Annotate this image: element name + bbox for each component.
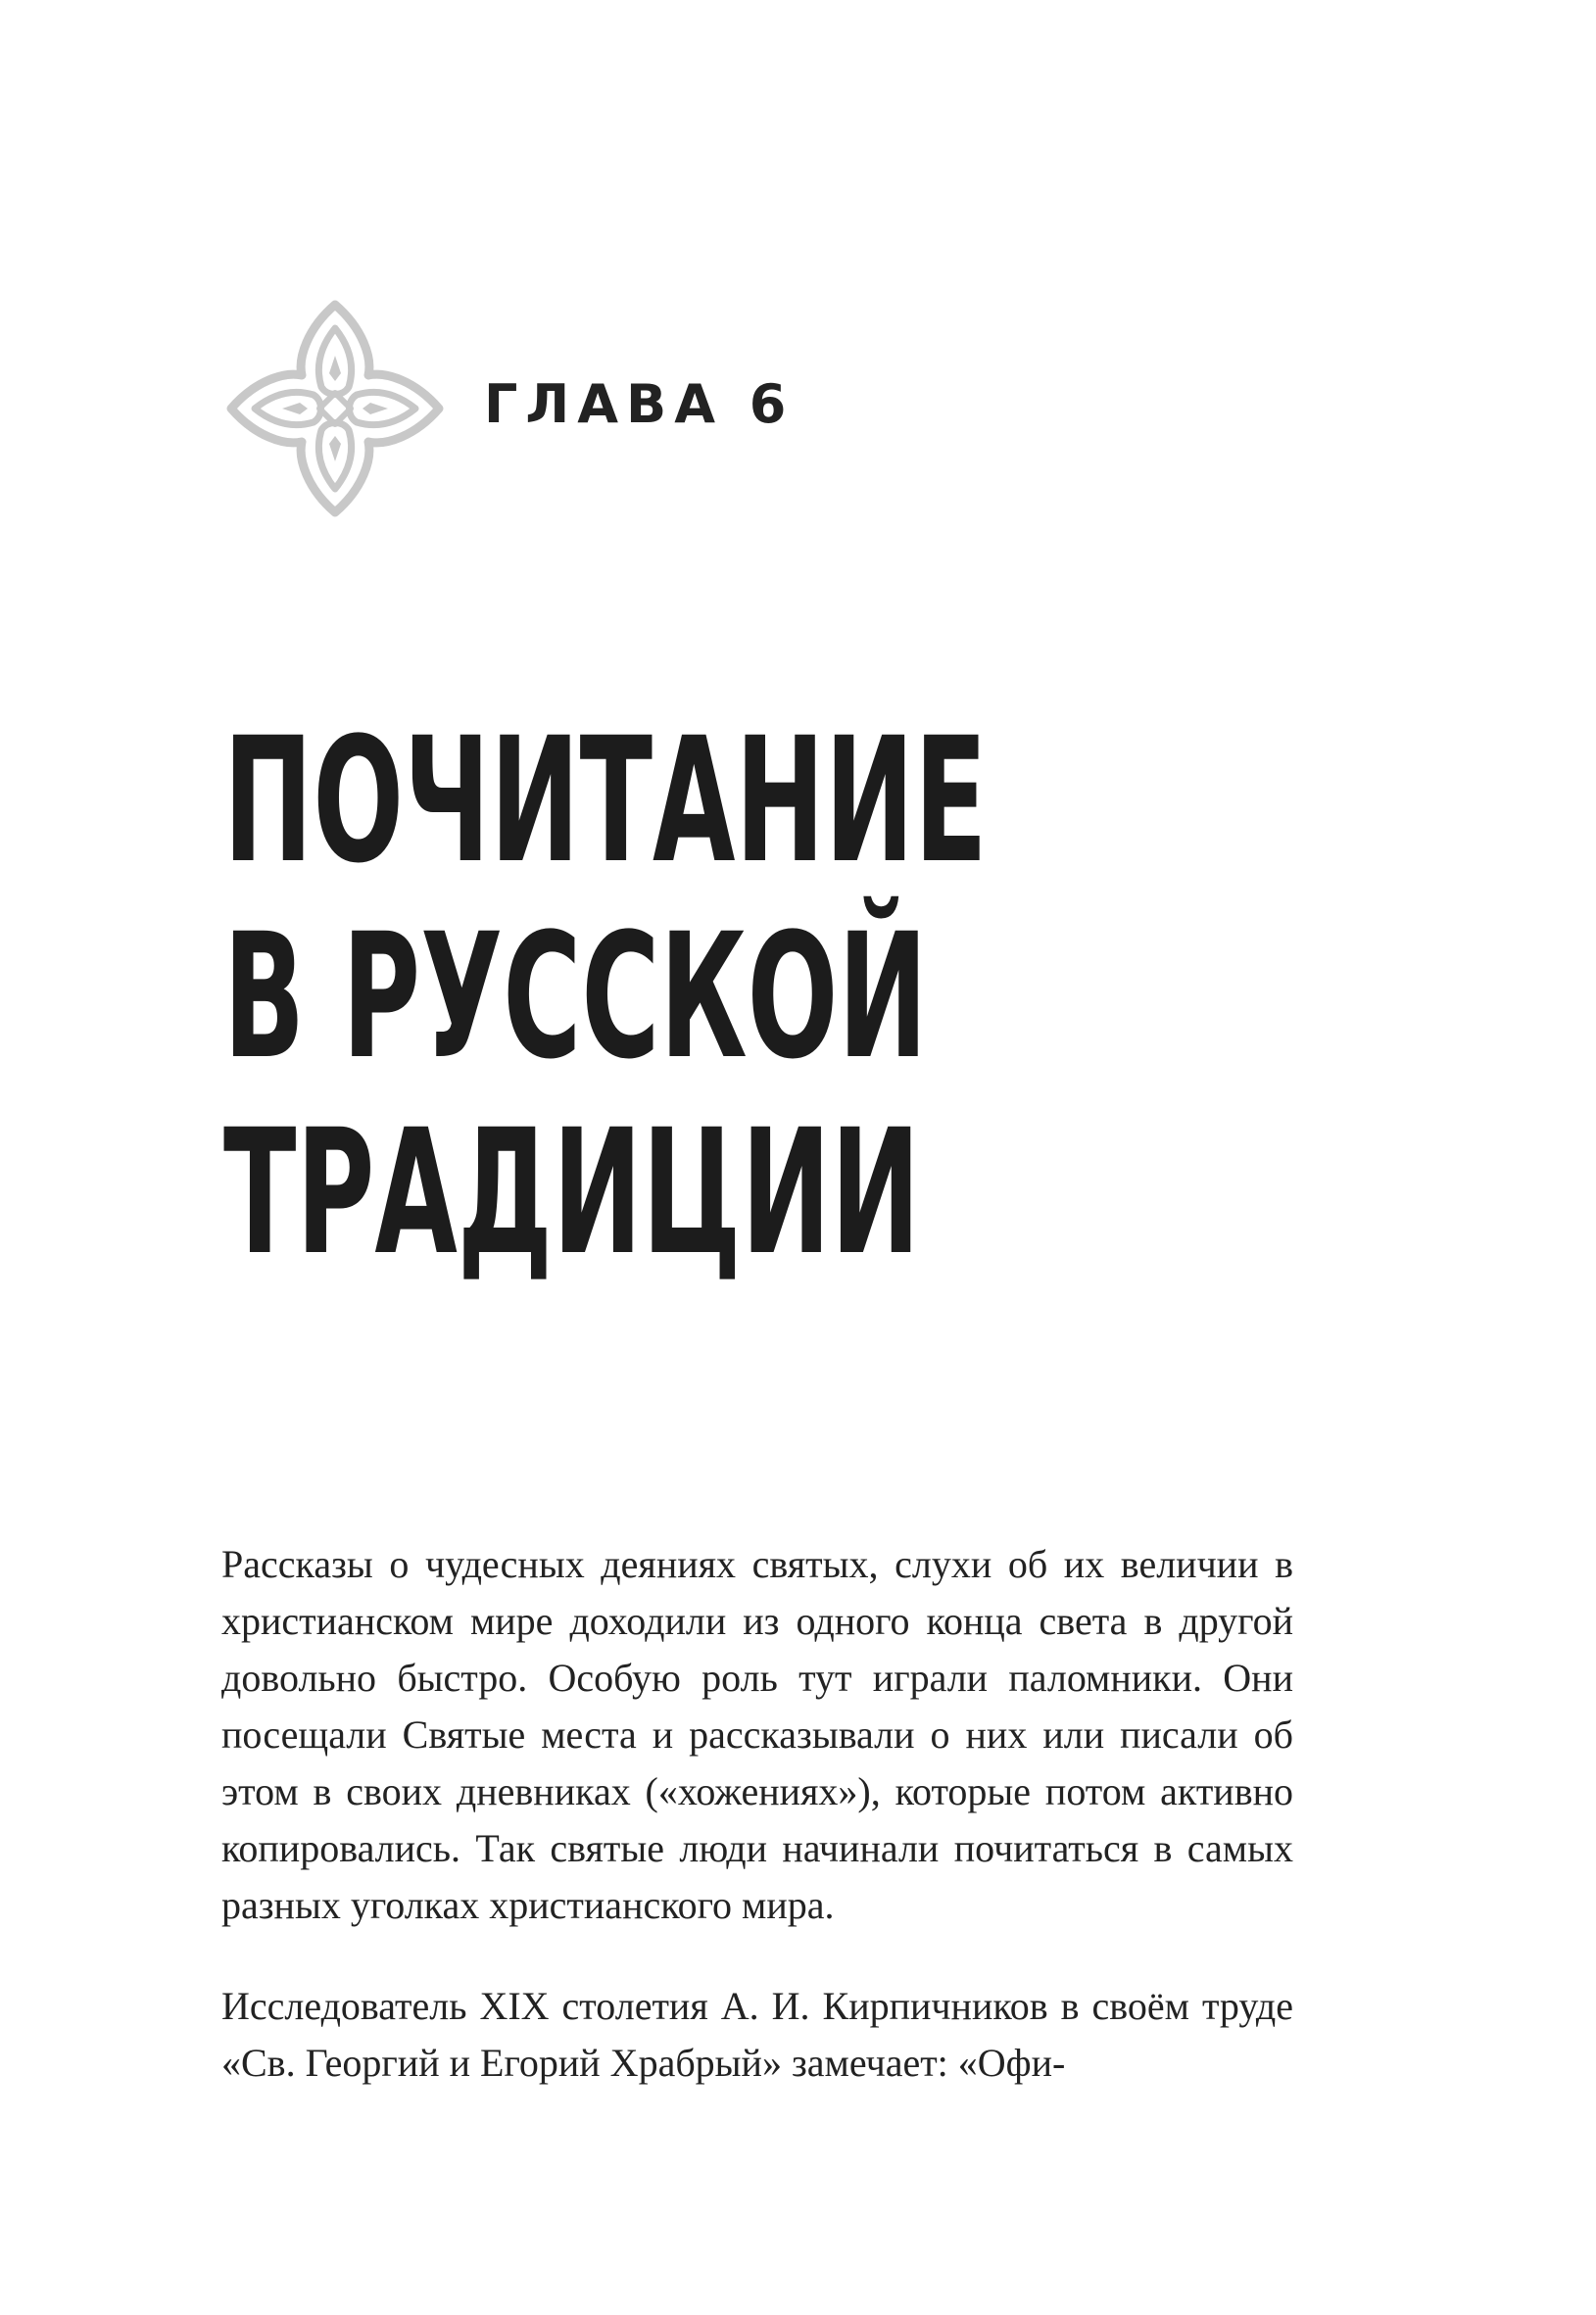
body-text: [221, 1536, 1293, 2092]
body-paragraph: Исследователь XIX столетия А. И. Кирпичников в своём труде «Св. Георгий и Егорий Храбрый» замечает: «Офи-: [221, 1984, 1293, 2085]
chapter-title-line: ТРАДИЦИИ: [223, 1092, 921, 1293]
chapter-title: [223, 700, 1456, 1293]
body-paragraph: Рассказы о чудесных деяниях святых, слухи об их величии в христианском мире доходили из одного конца света в другой довольно быстро. Особую роль тут играли паломники. Они посещали Святые места и рассказывали о них или писали об этом в своих дневниках («хожениях»), которые потом активно копировались. Так святые люди начинали почитаться в самых разных уголках христианского мира.: [221, 1542, 1293, 1927]
chapter-title-line: В РУССКОЙ: [223, 896, 928, 1097]
chapter-title-line: ПОЧИТАНИЕ: [223, 700, 988, 901]
quatrefoil-ornament-icon: [225, 299, 445, 518]
chapter-label: ГЛАВА 6: [484, 373, 795, 435]
